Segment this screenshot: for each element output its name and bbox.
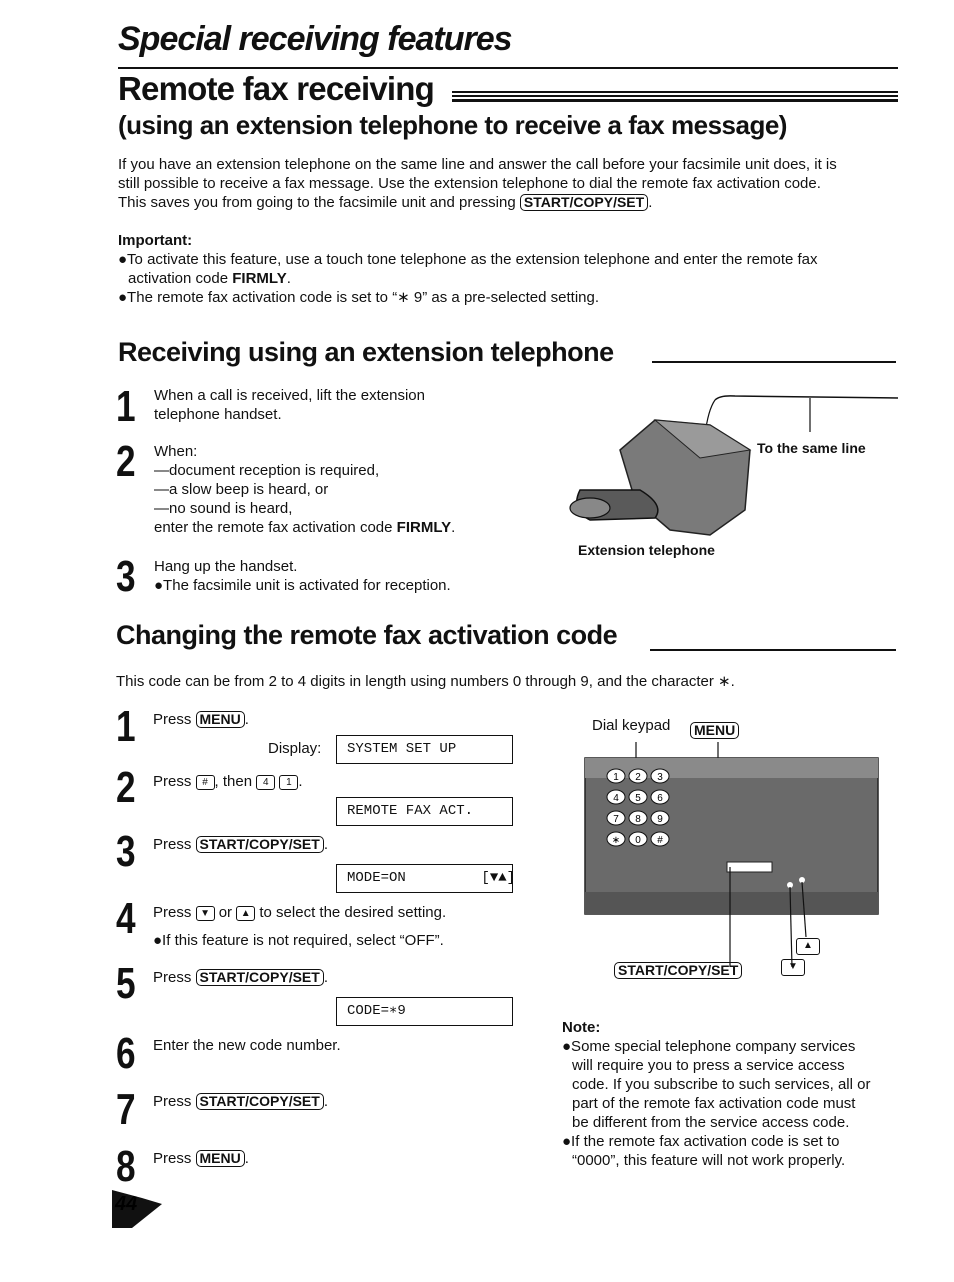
extension-telephone-illustration <box>560 390 900 540</box>
menu-key: MENU <box>196 711 245 728</box>
up-arrow-icon: ▲ <box>236 906 255 921</box>
intro-paragraph <box>118 155 898 212</box>
change-step-3-number: 3 <box>116 827 136 876</box>
figure-menu-key: MENU <box>690 722 739 739</box>
change-step-2: Press # , then 4 1 . <box>153 773 303 790</box>
changing-intro: This code can be from 2 to 4 digits in length using numbers 0 through 9, and the character ∗. <box>116 673 735 690</box>
change-step-4: Press ▼ or ▲ to select the desired setting. <box>153 904 447 921</box>
keypad-key-label: 3 <box>657 772 663 783</box>
important-block <box>118 231 898 307</box>
receiving-step-1-number: 1 <box>116 382 136 431</box>
lcd-mode-on: MODE=ON [▼▲] <box>336 864 513 893</box>
keypad-key-label: 8 <box>635 814 641 825</box>
keypad-key-label: # <box>657 835 663 846</box>
fax-unit-illustration <box>582 742 882 982</box>
change-step-5: Press START/COPY/SET . <box>153 969 328 986</box>
change-step-6: Enter the new code number. <box>153 1037 341 1054</box>
hash-key: # <box>196 775 215 790</box>
changing-heading: Changing the remote fax activation code <box>116 620 618 650</box>
keypad-key-label: 1 <box>613 772 619 783</box>
receiving-heading: Receiving using an extension telephone <box>118 337 614 367</box>
keypad-key-label: 0 <box>635 835 641 846</box>
keypad-key-label: ∗ <box>611 835 621 846</box>
change-step-7-number: 7 <box>116 1085 136 1134</box>
down-arrow-icon: ▼ <box>196 906 215 921</box>
keypad-key-label: 4 <box>613 793 619 804</box>
receiving-step-2-number: 2 <box>116 437 136 486</box>
to-same-line-label: To the same line <box>757 440 866 456</box>
figure-down-arrow-icon: ▼ <box>781 959 805 976</box>
lcd-code: CODE=∗9 <box>336 997 513 1026</box>
header-rule <box>118 67 898 69</box>
keypad-key-label: 9 <box>657 814 663 825</box>
dial-keypad-label: Dial keypad <box>592 717 671 734</box>
key-4: 4 <box>256 775 275 790</box>
change-step-8-number: 8 <box>116 1142 136 1191</box>
start-copy-set-key: START/COPY/SET <box>196 1093 324 1110</box>
change-step-4-note: ●If this feature is not required, select “OFF”. <box>153 932 444 949</box>
menu-key: MENU <box>196 1150 245 1167</box>
start-copy-set-key: START/COPY/SET <box>196 969 324 986</box>
intro-line-1: If you have an extension telephone on the same line and answer the call before your facsimile unit does, it is <box>118 156 837 173</box>
keypad-key-label: 6 <box>657 793 663 804</box>
receiving-step-3-number: 3 <box>116 552 136 601</box>
intro-line-2: still possible to receive a fax message. Use the extension telephone to dial the remote fax activation code. <box>118 175 821 192</box>
change-step-7: Press START/COPY/SET . <box>153 1093 328 1110</box>
important-bullet-1: ●To activate this feature, use a touch tone telephone as the extension telephone and enter the remote fax <box>118 251 818 268</box>
receiving-step-1: When a call is received, lift the extension telephone handset. <box>154 387 425 423</box>
start-copy-set-key: START/COPY/SET <box>520 194 648 211</box>
start-copy-set-key: START/COPY/SET <box>196 836 324 853</box>
page-number: 44 <box>115 1193 138 1215</box>
change-step-8: Press MENU . <box>153 1150 249 1167</box>
changing-heading-rule <box>650 649 896 651</box>
change-step-5-number: 5 <box>116 959 136 1008</box>
figure-up-arrow-icon: ▲ <box>796 938 820 955</box>
change-step-3: Press START/COPY/SET . <box>153 836 328 853</box>
figure-start-copy-set-key: START/COPY/SET <box>614 962 742 979</box>
important-label: Important: <box>118 232 193 249</box>
note-block: Note: ●Some special telephone company services will require you to press a service access code. If you subscribe to such services, all or part of the remote fax activation code must be different from the service access code. ●If the remote fax activation code is set to “0000”, this feature will not work properly. <box>562 1018 902 1170</box>
receiving-step-2: When: —document reception is required, —a slow beep is heard, or —no sound is heard, enter the remote fax activation code FIRMLY. <box>154 443 456 536</box>
change-step-1-number: 1 <box>116 702 136 751</box>
display-label: Display: <box>268 740 322 757</box>
change-step-2-number: 2 <box>116 763 136 812</box>
receiving-step-3: Hang up the handset. ●The facsimile unit is activated for reception. <box>154 558 451 594</box>
page-title: Remote fax receiving <box>118 70 434 107</box>
extension-telephone-label: Extension telephone <box>578 542 715 558</box>
lcd-system-set-up: SYSTEM SET UP <box>336 735 513 764</box>
receiving-heading-rule <box>652 361 896 363</box>
intro-line-3: This saves you from going to the facsimile unit and pressing START/COPY/SET . <box>118 194 653 211</box>
important-bullet-2: ●The remote fax activation code is set to “∗ 9” as a pre-selected setting. <box>118 289 600 306</box>
keypad-key-label: 2 <box>635 772 641 783</box>
section-title: Special receiving features <box>118 20 512 58</box>
keypad-key-label: 5 <box>635 793 641 804</box>
key-1: 1 <box>279 775 298 790</box>
important-bullet-1-cont: activation code FIRMLY. <box>128 270 291 287</box>
lcd-remote-fax-act: REMOTE FAX ACT. <box>336 797 513 826</box>
change-step-6-number: 6 <box>116 1029 136 1078</box>
change-step-1: Press MENU . <box>153 711 249 728</box>
keypad-key-label: 7 <box>613 814 619 825</box>
note-label: Note: <box>562 1019 601 1036</box>
change-step-4-number: 4 <box>116 894 136 943</box>
page-subtitle: (using an extension telephone to receive a fax message) <box>118 110 787 140</box>
